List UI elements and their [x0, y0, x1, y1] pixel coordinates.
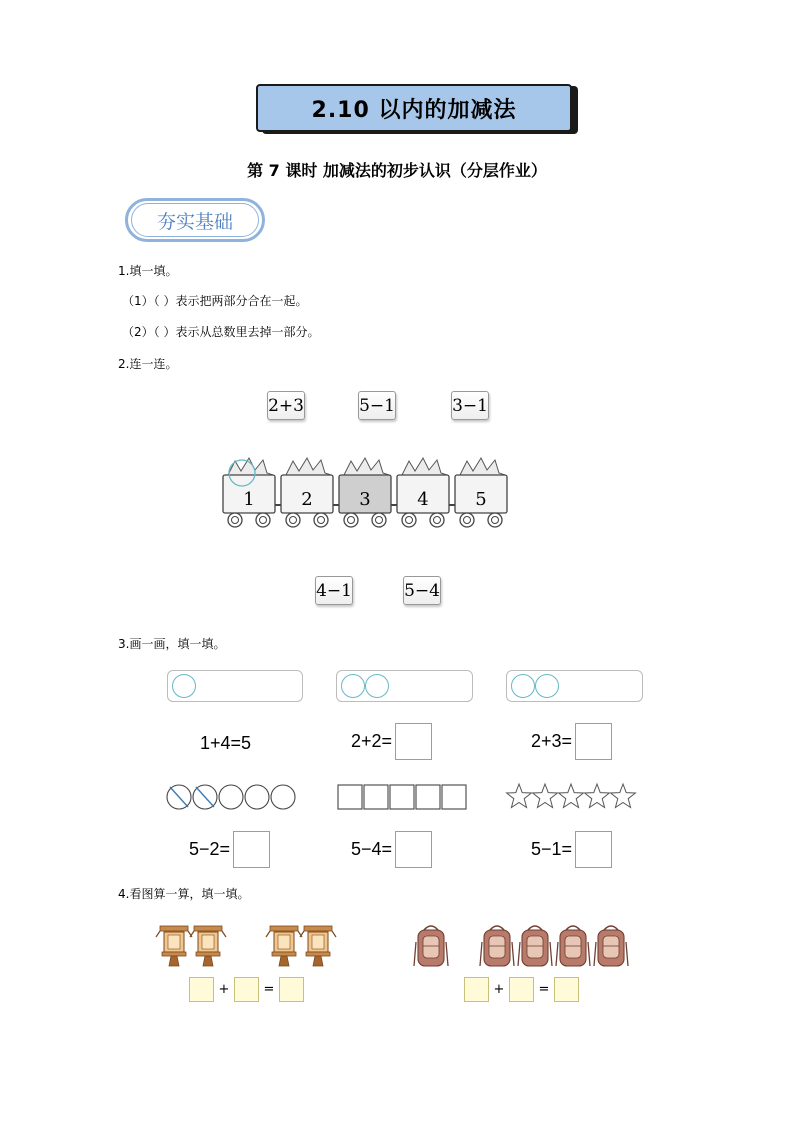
drawing-box-1[interactable]	[167, 670, 303, 702]
wheel	[488, 513, 502, 527]
stars-row[interactable]	[505, 780, 637, 812]
answer-box[interactable]	[233, 831, 270, 868]
expression-card-5-4[interactable]: 5−4	[403, 576, 441, 605]
star-shape	[507, 784, 532, 808]
wheel	[430, 513, 444, 527]
backpack-picture	[594, 926, 628, 966]
cart-cargo	[460, 458, 505, 475]
plus-sign: +	[493, 982, 505, 997]
cart-4[interactable]	[397, 458, 455, 527]
equation-5	[351, 831, 432, 868]
wheel	[402, 513, 416, 527]
equation-3	[531, 723, 612, 760]
fill-box[interactable]	[279, 977, 304, 1002]
cart-5[interactable]	[455, 458, 507, 527]
cart-2[interactable]	[281, 458, 339, 527]
equation-2	[351, 723, 432, 760]
circle-mark	[511, 674, 535, 698]
q4-title: 4.看图算一算，填一填。	[118, 887, 250, 901]
square-shape	[338, 785, 362, 809]
train-of-carts	[215, 455, 515, 533]
circle-shape	[271, 785, 295, 809]
equation-6	[531, 831, 612, 868]
wheel	[286, 513, 300, 527]
wheel	[314, 513, 328, 527]
fill-box[interactable]	[189, 977, 214, 1002]
square-shape	[442, 785, 466, 809]
circle-mark	[535, 674, 559, 698]
backpack-picture	[556, 926, 590, 966]
cart-number: 5	[475, 489, 487, 510]
lantern-picture	[190, 926, 226, 966]
backpack-picture	[480, 926, 514, 966]
lantern-picture	[300, 926, 336, 966]
equation-4	[189, 831, 270, 868]
square-shape	[390, 785, 414, 809]
wheel	[344, 513, 358, 527]
cart-cargo	[286, 458, 331, 475]
circle-shape	[245, 785, 269, 809]
q1-title: 1.填一填。	[118, 264, 178, 278]
cart-cargo	[228, 458, 273, 475]
section-badge-label: 夯实基础	[131, 203, 259, 237]
circle-shape	[219, 785, 243, 809]
equation-4-text: 5−2=	[189, 839, 231, 859]
answer-box[interactable]	[575, 831, 612, 868]
cart-number: 2	[301, 489, 313, 510]
cart-cargo	[344, 458, 389, 475]
backpack-picture	[518, 926, 552, 966]
fill-box[interactable]	[509, 977, 534, 1002]
lantern-picture	[266, 926, 302, 966]
lesson-title: 第 7 课时 加减法的初步认识（分层作业）	[247, 161, 547, 180]
expression-card-5-1[interactable]: 5−1	[358, 391, 396, 420]
equals-sign: =	[538, 982, 550, 997]
section-badge	[125, 198, 265, 242]
cart-number: 4	[417, 489, 429, 510]
lantern-pictures	[150, 922, 340, 972]
equation-5-text: 5−4=	[351, 839, 393, 859]
drawing-box-3[interactable]	[506, 670, 643, 702]
square-shape	[364, 785, 388, 809]
squares-row[interactable]	[336, 782, 468, 812]
lantern-picture	[156, 926, 192, 966]
equation-2-text: 2+2=	[351, 731, 393, 751]
star-shape	[559, 784, 584, 808]
wheel	[256, 513, 270, 527]
cart-number: 1	[243, 489, 255, 510]
expression-card-3-1[interactable]: 3−1	[451, 391, 489, 420]
wheel	[372, 513, 386, 527]
cart-number: 3	[359, 489, 371, 510]
circle-mark	[365, 674, 389, 698]
star-shape	[585, 784, 610, 808]
star-shape	[611, 784, 636, 808]
unit-title-banner	[256, 84, 572, 132]
equation-6-text: 5−1=	[531, 839, 573, 859]
q2-title: 2.连一连。	[118, 357, 178, 371]
q1-item-2: （2）（ ）表示从总数里去掉一部分。	[122, 325, 320, 339]
backpack-picture	[414, 926, 448, 966]
q1-item-1: （1）（ ）表示把两部分合在一起。	[122, 294, 308, 308]
backpack-pictures	[410, 922, 635, 972]
backpack-equation	[464, 977, 579, 1002]
cart-3[interactable]	[339, 458, 397, 527]
wheel	[460, 513, 474, 527]
equals-sign: =	[263, 982, 275, 997]
expression-card-2+3[interactable]: 2+3	[267, 391, 305, 420]
circle-mark	[172, 674, 196, 698]
q3-title: 3.画一画，填一填。	[118, 637, 226, 651]
fill-box[interactable]	[234, 977, 259, 1002]
equation-3-text: 2+3=	[531, 731, 573, 751]
cart-1[interactable]	[223, 458, 281, 527]
circles-crossed-out[interactable]	[165, 782, 300, 812]
expression-card-4-1[interactable]: 4−1	[315, 576, 353, 605]
circle-mark	[341, 674, 365, 698]
answer-box[interactable]	[395, 723, 432, 760]
fill-box[interactable]	[554, 977, 579, 1002]
cart-cargo	[402, 458, 447, 475]
plus-sign: +	[218, 982, 230, 997]
drawing-box-2[interactable]	[336, 670, 473, 702]
square-shape	[416, 785, 440, 809]
equation-1: 1+4=5	[200, 732, 252, 753]
answer-box[interactable]	[575, 723, 612, 760]
answer-box[interactable]	[395, 831, 432, 868]
lantern-equation	[189, 977, 304, 1002]
star-shape	[533, 784, 558, 808]
fill-box[interactable]	[464, 977, 489, 1002]
unit-title: 2.10 以内的加减法	[311, 97, 517, 123]
wheel	[228, 513, 242, 527]
